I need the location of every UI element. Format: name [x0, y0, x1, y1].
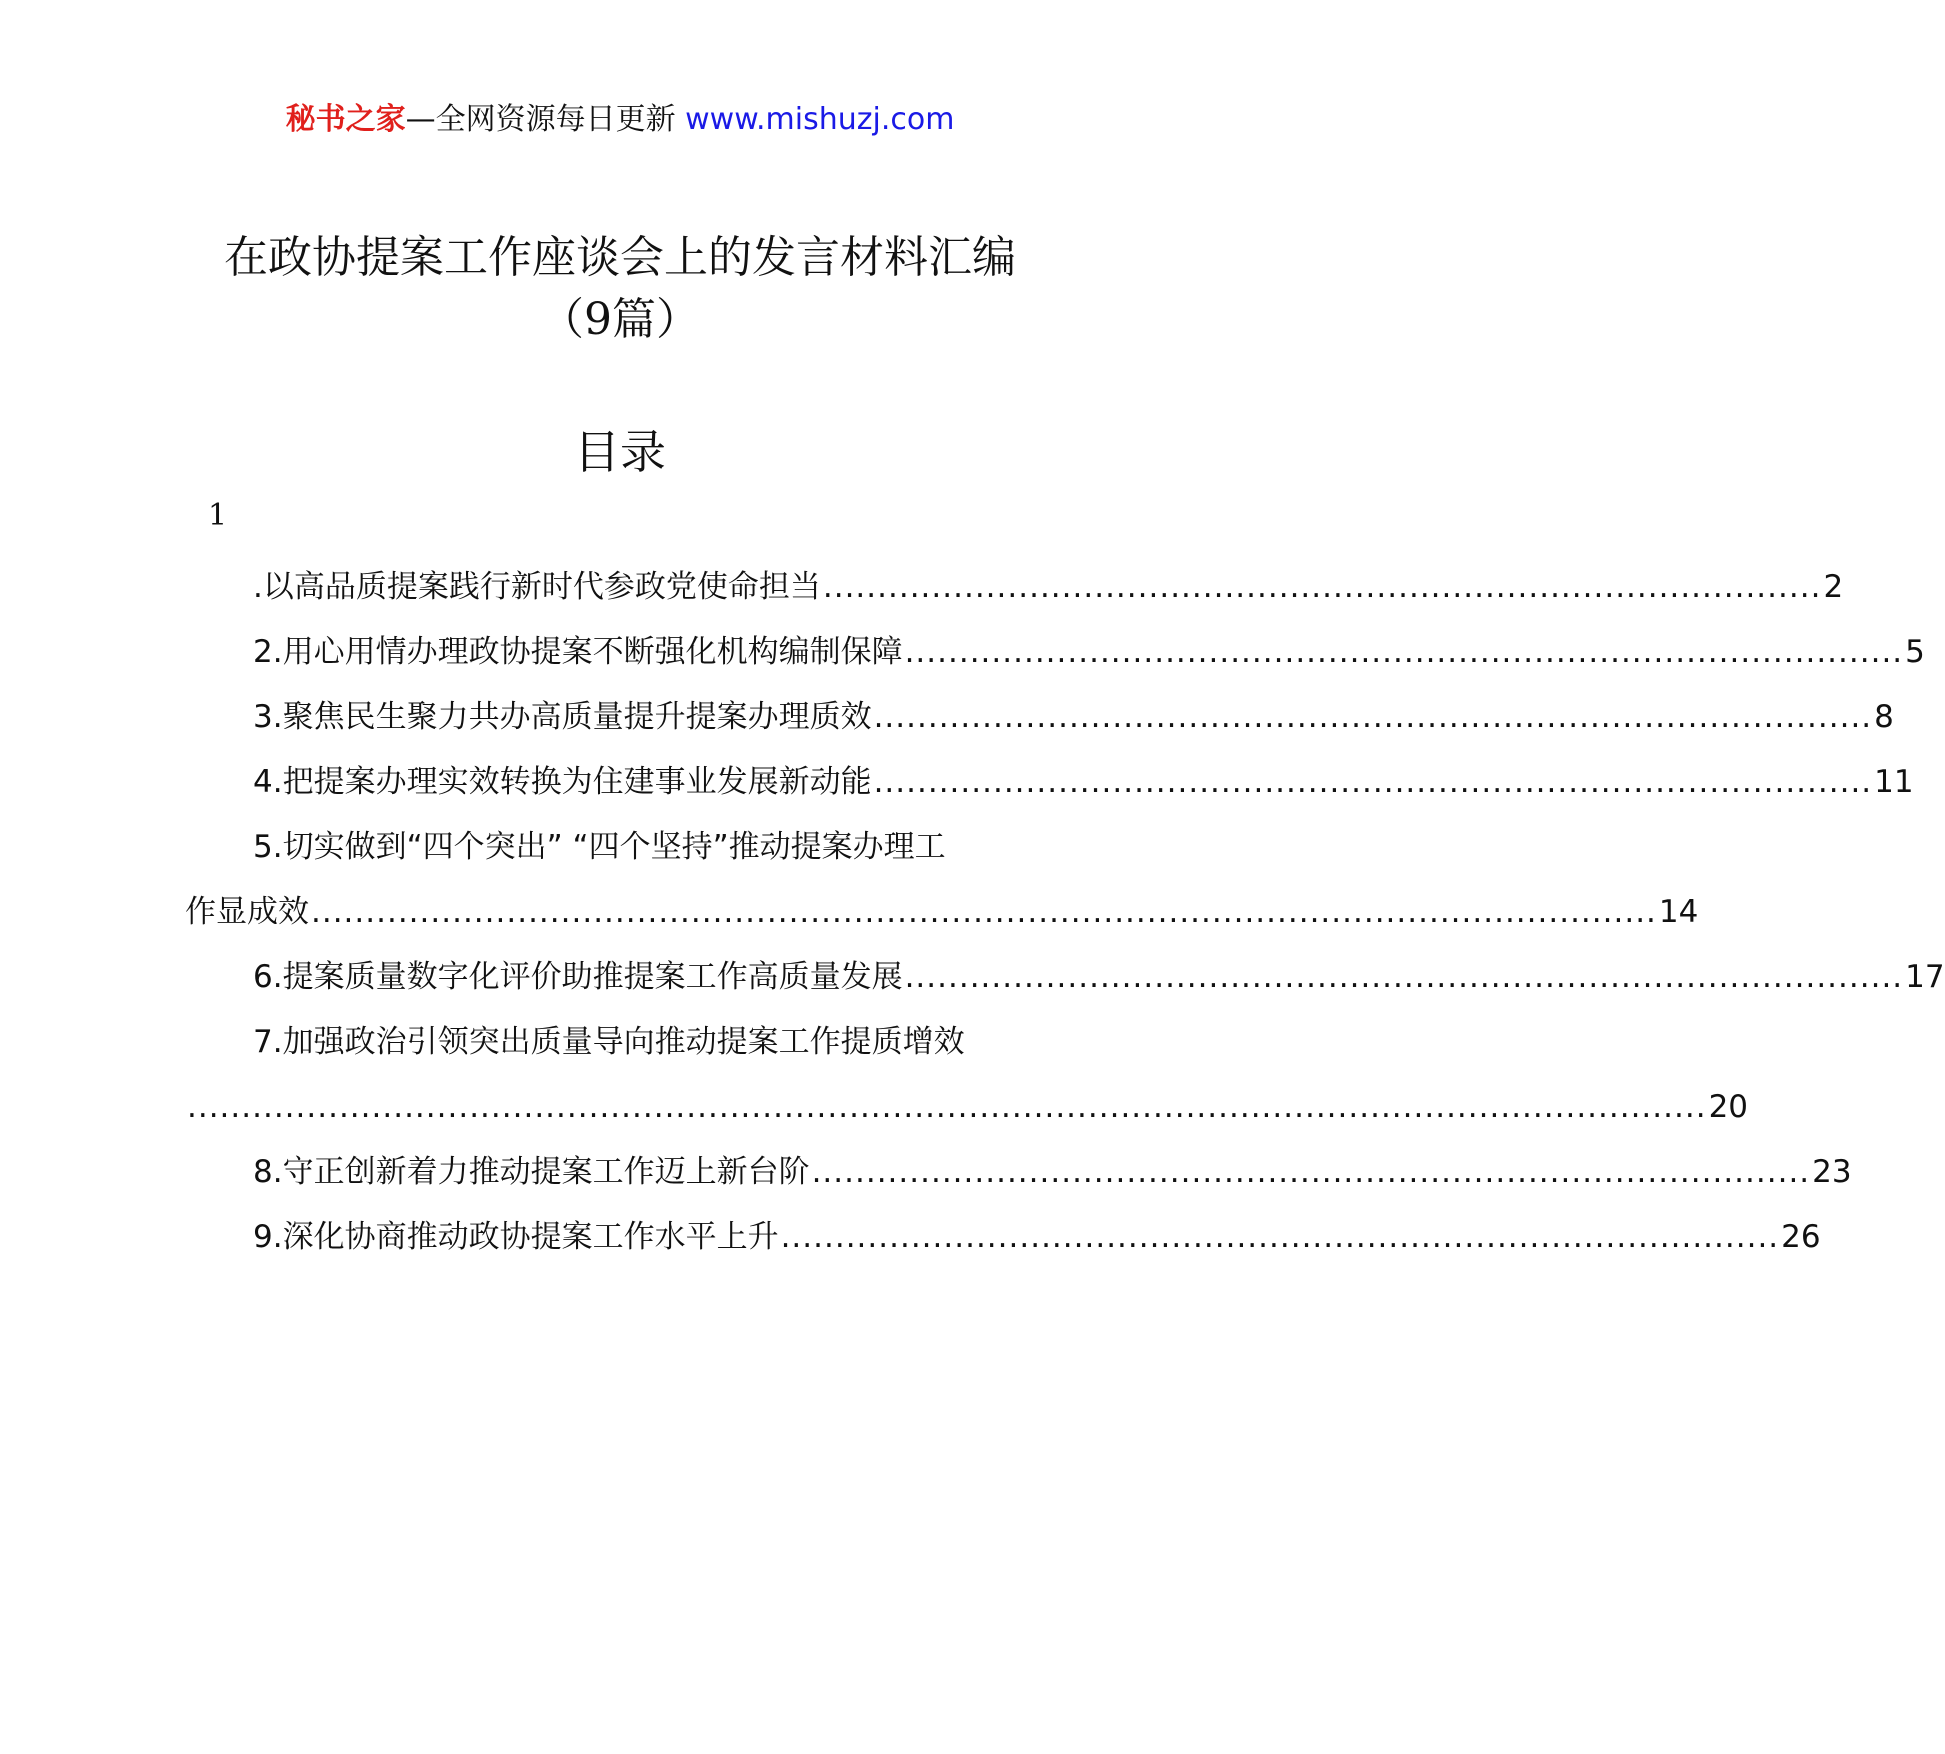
- document-title: 在政协提案工作座谈会上的发言材料汇编: [224, 232, 1016, 283]
- toc-entry-1[interactable]: [185, 555, 1844, 620]
- header-slogan: —全网资源每日更新: [405, 102, 686, 137]
- toc-entry-page: 17: [1905, 959, 1945, 995]
- document-subtitle: [0, 290, 1240, 350]
- toc-leader-dots: ............................................................................................................................: [311, 894, 1657, 930]
- toc-entry-page: 20: [1708, 1089, 1749, 1125]
- toc-entry-5-line-1[interactable]: [185, 815, 1055, 880]
- toc-entry-title: 3.聚焦民生聚力共办高质量提升提案办理质效: [253, 699, 872, 735]
- toc-heading: 目录: [574, 425, 666, 479]
- toc-entry-page: 8: [1874, 699, 1894, 735]
- toc-entry-page: 14: [1658, 894, 1699, 930]
- toc-entry-title: 5.切实做到“四个突出” “四个坚持”推动提案办理工: [253, 829, 946, 865]
- toc-leader-dots: ............................................................................................: [873, 764, 1873, 800]
- toc-stray-number: 1: [208, 498, 228, 533]
- toc-entry-title: 6.提案质量数字化评价助推提案工作高质量发展: [253, 959, 903, 995]
- toc-entry-title: 2.用心用情办理政协提案不断强化机构编制保障: [253, 634, 903, 670]
- toc-entry-page: 2: [1823, 569, 1844, 605]
- subtitle-unit: 篇）: [612, 294, 700, 345]
- toc-entry-title-continued: 作显成效: [185, 894, 309, 930]
- toc-entry-page: 26: [1781, 1219, 1821, 1255]
- toc-entry-title: 9.深化协商推动政协提案工作水平上升: [253, 1219, 779, 1255]
- subtitle-count: 9: [584, 294, 612, 345]
- toc-leader-dots: ............................................................................................: [873, 699, 1873, 735]
- toc-entry-page: 5: [1905, 634, 1925, 670]
- toc-entry-2[interactable]: [185, 620, 1925, 685]
- toc-entry-3[interactable]: [185, 685, 1894, 750]
- toc-entry-7-line-1[interactable]: [185, 1010, 1055, 1075]
- toc-leader-dots: ............................................................................................: [904, 959, 1904, 995]
- toc-entry-title: 8.守正创新着力推动提案工作迈上新台阶: [253, 1154, 810, 1190]
- toc-leader-dots: ............................................................................................: [904, 634, 1904, 670]
- site-header: [0, 100, 1240, 140]
- brand-name: 秘书之家: [285, 102, 406, 137]
- toc-entry-6[interactable]: [185, 945, 1945, 1010]
- toc-entry-title: 4.把提案办理实效转换为住建事业发展新动能: [253, 764, 872, 800]
- toc-entry-title: .以高品质提案践行新时代参政党使命担当: [253, 569, 821, 605]
- toc-entry-7-line-2[interactable]: [185, 1075, 1749, 1140]
- toc-leader-dots: ............................................................................................: [780, 1219, 1780, 1255]
- toc-entry-5-line-2[interactable]: [185, 880, 1699, 945]
- toc-entry-9[interactable]: [185, 1205, 1821, 1270]
- toc-leader-dots: ............................................................................................: [822, 569, 1822, 605]
- site-url-link[interactable]: www.mishuzj.com: [685, 102, 955, 137]
- subtitle-open-paren: （: [540, 294, 584, 345]
- toc-entry-title: 7.加强政治引领突出质量导向推动提案工作提质增效: [253, 1024, 965, 1060]
- table-of-contents: [185, 555, 1945, 1270]
- toc-entry-4[interactable]: [185, 750, 1914, 815]
- toc-entry-page: 23: [1812, 1154, 1852, 1190]
- toc-leader-dots: ............................................................................................: [811, 1154, 1811, 1190]
- toc-entry-page: 11: [1874, 764, 1914, 800]
- toc-leader-dots: ............................................................................................................................................: [187, 1089, 1707, 1125]
- toc-entry-8[interactable]: [185, 1140, 1852, 1205]
